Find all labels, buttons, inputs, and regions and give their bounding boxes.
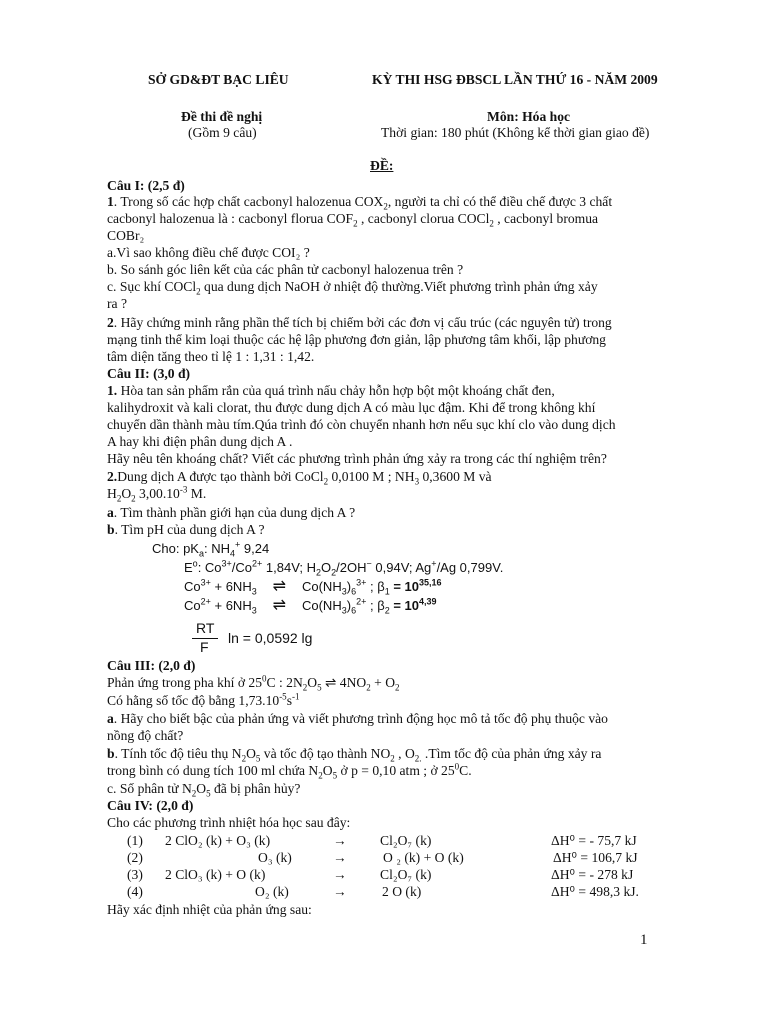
header-organization: SỞ GD&ĐT BẠC LIÊU bbox=[148, 72, 289, 87]
q1-p1-line2: cacbonyl halozenua là : cacbonyl florua $COF_2$ , cacbonyl clorua COCl$_2$ , cacbonyl bromua bbox=[107, 211, 599, 229]
q4-row-3-left: 2 ClO₃ (k) + O (k) bbox=[165, 867, 266, 882]
q2-item-b: b. Tìm pH của dung dịch A ? bbox=[107, 522, 265, 537]
q1-item-b: b. So sánh góc liên kết của các phân tử cacbonyl halozenua trên ? bbox=[107, 262, 464, 277]
q1-p1-line3: COBr₂ bbox=[107, 228, 145, 243]
q2-given-potentials: $E^o$: $Co^{3+}/Co^{2+}$ 1,84V; $H_2O_2/2OH^-$ 0,94V; Ag+/Ag 0,799V. bbox=[184, 558, 504, 578]
q4-row-3-dh: ΔH⁰ = - 278 kJ bbox=[551, 867, 634, 882]
de-label: ĐỀ: bbox=[370, 158, 394, 173]
q2-p2-line2: $H_2O_2$ $3,00.10^{-3}$ M. bbox=[107, 484, 207, 504]
q1-item-a: a.Vì sao không điều chế được COI₂ ? bbox=[107, 245, 310, 260]
q4-title: Câu IV: (2,0 đ) bbox=[107, 798, 194, 813]
page-number: 1 bbox=[640, 932, 648, 948]
fraction-rest: ln = 0,0592 lg bbox=[228, 630, 313, 646]
header-subject: Môn: Hóa học bbox=[487, 109, 571, 124]
q4-row-2-right: O ₂ (k) + O (k) bbox=[383, 850, 464, 865]
q4-outro: Hãy xác định nhiệt của phản ứng sau: bbox=[107, 902, 312, 917]
q4-intro: Cho các phương trình nhiệt hóa học sau đây: bbox=[107, 815, 351, 830]
q3-item-c: c. Số phân tử $N_2O_5$ đã bị phân hủy? bbox=[107, 781, 301, 799]
q4-row-2-left: O₃ (k) bbox=[258, 850, 292, 865]
header-exam-title: KỲ THI HSG ĐBSCL LẦN THỨ 16 - NĂM 2009 bbox=[372, 72, 658, 87]
q4-row-2-num: (2) bbox=[127, 850, 143, 865]
fraction-numerator: RT bbox=[196, 620, 215, 636]
q4-row-1-left: 2 ClO₂ (k) + O₃ (k) bbox=[165, 833, 271, 848]
q1-p2-line3: tâm diện tăng theo tỉ lệ 1 : 1,31 : 1,42. bbox=[107, 349, 315, 364]
q3-title: Câu III: (2,0 đ) bbox=[107, 658, 196, 673]
q2-p1-line3: chuyển dần thành màu tím.Qúa trình đó còn chuyển nhanh hơn nếu sục khí clo vào dung dịch bbox=[107, 417, 616, 432]
q4-row-4-dh: ΔH⁰ = 498,3 kJ. bbox=[551, 884, 639, 899]
q2-p1-line1: 1. Hòa tan sản phẩm rắn của quá trình nấu chảy hỗn hợp bột một khoáng chất đen, bbox=[107, 383, 555, 398]
q3-line1: Phản ứng trong pha khí ở $25^0C$ : $2N_2O_5$ ⇌ $4NO_2 + O_2$ bbox=[107, 673, 400, 693]
q2-item-a: a. Tìm thành phần giới hạn của dung dịch A ? bbox=[107, 505, 356, 520]
q4-row-1-dh: ΔH⁰ = - 75,7 kJ bbox=[551, 833, 637, 848]
q4-row-4-left: O₂ (k) bbox=[255, 884, 289, 899]
q4-row-3-num: (3) bbox=[127, 867, 143, 882]
q3-item-b: b. Tính tốc độ tiêu thụ $N_2O_5$ và tốc độ tạo thành $NO_2$ , $O_{2.}$ .Tìm tốc độ của phản ứng xảy ra bbox=[107, 746, 602, 764]
q4-row-3-arrow: → bbox=[333, 867, 347, 882]
q1-title: Câu I: (2,5 đ) bbox=[107, 178, 185, 193]
q4-row-1-right: Cl₂O₇ (k) bbox=[380, 833, 432, 848]
q3-item-a: a. Hãy cho biết bậc của phản ứng và viết phương trình động học mô tả tốc độ phụ thuộc vào bbox=[107, 711, 608, 726]
q4-row-2-dh: ΔH⁰ = 106,7 kJ bbox=[553, 850, 638, 865]
q4-row-4-num: (4) bbox=[127, 884, 143, 899]
q1-p2-line1: 2. Hãy chứng minh rằng phần thể tích bị chiếm bởi các đơn vị cấu trúc (các nguyên tử) trong bbox=[107, 315, 612, 330]
q4-row-1-num: (1) bbox=[127, 833, 143, 848]
q2-p1-line2: kalihydroxit và kali clorat, thu được dung dịch A có màu lục đậm. Khi để trong không khí bbox=[107, 400, 596, 415]
q1-item-c: c. Sục khí COCl$_2$ qua dung dịch NaOH ở nhiệt độ thường.Viết phương trình phản ứng xảy bbox=[107, 279, 598, 297]
q2-p1-line5: Hãy nêu tên khoáng chất? Viết các phương trình phản ứng xảy ra trong các thí nghiệm trên? bbox=[107, 451, 607, 466]
q1-p2-line2: mạng tinh thể kim loại thuộc các hệ lập phương đơn giản, lập phương tâm khối, lập phương bbox=[107, 332, 606, 347]
q1-item-c-line2: ra ? bbox=[107, 296, 127, 311]
q4-row-2-arrow: → bbox=[333, 850, 347, 865]
q1-p1-line1: 1. Trong số các hợp chất cacbonyl halozenua $COX_2$, người ta chỉ có thể điều chế được 3 chất bbox=[107, 194, 613, 212]
q2-reaction-2: $Co^{2+} + 6NH_3$ ⇌ $Co(NH_3)_6^{2+}$ ; $\beta_2 = 10^{4,39}$ bbox=[184, 596, 437, 616]
q2-p1-line4: A hay khi điện phân dung dịch A . bbox=[107, 434, 293, 449]
header-time: Thời gian: 180 phút (Không kể thời gian giao đề) bbox=[381, 125, 650, 140]
q3-item-b-line2: trong bình có dung tích 100 ml chứa $N_2O_5$ ở p = 0,10 atm ; ở $25^0C$. bbox=[107, 761, 472, 781]
q3-item-a-line2: nồng độ chất? bbox=[107, 728, 184, 743]
header-question-count: (Gồm 9 câu) bbox=[188, 125, 257, 140]
q2-given-pka: Cho: $pK_a$: $NH_4^+$ 9,24 bbox=[152, 539, 270, 559]
q4-row-4-arrow: → bbox=[333, 884, 347, 899]
q4-row-4-right: 2 O (k) bbox=[382, 884, 422, 899]
header-proposal-label: Đề thi đề nghị bbox=[181, 109, 263, 124]
q2-title: Câu II: (3,0 đ) bbox=[107, 366, 191, 381]
q2-p2-line1: 2.Dung dịch A được tạo thành bởi CoCl$_2$ 0,0100 M ; $NH_3$ 0,3600 M và bbox=[107, 469, 492, 487]
q4-row-1-arrow: → bbox=[333, 833, 347, 848]
fraction-denominator: F bbox=[200, 639, 209, 655]
q2-reaction-1: $Co^{3+} + 6NH_3$ ⇌ $Co(NH_3)_6^{3+}$ ; $\beta_1 = 10^{35,16}$ bbox=[184, 577, 442, 597]
q4-row-3-right: Cl₂O₇ (k) bbox=[380, 867, 432, 882]
q3-line2: Có hằng số tốc độ bằng $1,73.10^{-5}s^{-1}$ bbox=[107, 691, 300, 708]
